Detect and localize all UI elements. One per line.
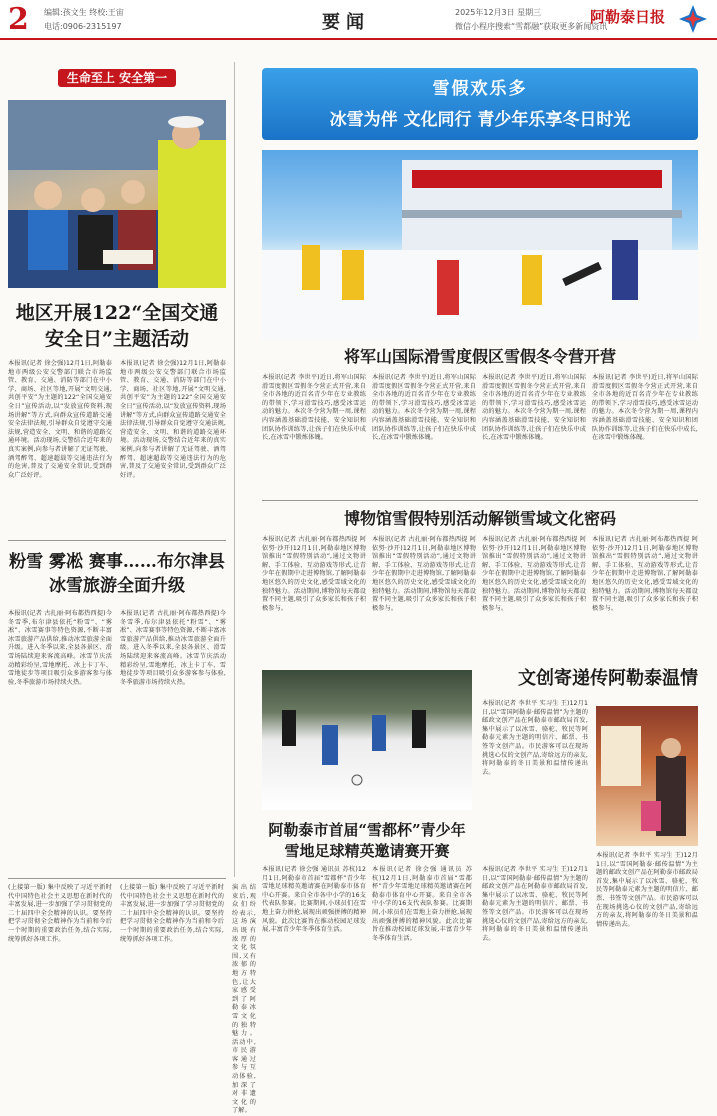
story1-body-col2: 本报讯(记者 徐会强)12月1日,阿勒泰地市两级公安交警部门联合市场监管、教育、交通、消防等部门在中小学、商场、社区等地,开展“文明交通,共创平安”为主题的122“全国交通安全日”宣传活动,以“发放宣传资料,现场讲解”等方式,向群众宣传道路交通安全法律法规,引导群众自觉遵守交通法规,营造安全、文明、和谐的道路交通环境。活动现场,交警结合近年来的真实案例,向参与者讲解了无证驾驶、酒驾醉驾、超速超载等交通违法行为的危害,普及了交通安全常识,受到群众广泛好评。	[120, 360, 226, 479]
masthead-logo-icon	[678, 4, 708, 34]
story5-headline: 文创寄递传阿勒泰温情	[518, 668, 698, 689]
bottom-col1-body: (上接第一版) 集中反映了习近平新时代中国特色社会主义思想在新时代的丰富发展,进一步加强了学习贯彻党的二十届四中全会精神的认识。要坚持把学习贯彻全会精神作为当前和今后一个时期的重要政治任务,结合实际,统筹抓好各项工作。	[8, 884, 112, 943]
photo1-caption: 将军山国际滑雪度假区雪假冬令营开营	[343, 347, 616, 366]
story2-headline: 粉雪 雾凇 赛事……布尔津县冰雪旅游全面升级	[9, 552, 225, 596]
story6-body-col2: 本报讯(记者 徐会强 通讯员 苏杭)12月1日,阿勒泰市首届“雪都杯”青少年雪地足球精英邀请赛在阿勒泰市体育中心开赛。来自全市各中小学的16支代表队参赛。比赛期间,小球员们在雪地上奋力拼抢,展现出顽强拼搏的精神风貌。此次比赛旨在推动校园足球发展,丰富青少年冬季体育生活。	[372, 866, 472, 942]
theme-banner	[262, 68, 698, 140]
story3-body-col3: 本报讯(记者 李世平)近日,将军山国际滑雪度假区雪假冬令营正式开营,来自全市各地的近百名青少年在专业教练的带领下,学习滑雪技巧,感受冰雪运动的魅力。本次冬令营为期一周,课程内容涵盖基础滑雪技能、安全知识和团队协作训练等,让孩子们在快乐中成长,在冰雪中锻炼体魄。	[482, 374, 586, 442]
bottom-divider	[8, 878, 226, 879]
story6-headline: 阿勒泰市首届“雪都杯”青少年雪地足球精英邀请赛开赛	[268, 821, 466, 860]
masthead: 阿勒泰日报	[590, 8, 666, 26]
bottom-col3-body: 演出结束后,观众们纷纷表示,这场演出既有浓厚的文化氛围,又有浓郁的地方特色,让大家感受到了阿勒泰冰雪文化的独特魅力。活动中,市民游客通过参与互动体验,加深了对非遗文化的了解。	[232, 884, 256, 1115]
story6-body-col1: 本报讯(记者 徐会强 通讯员 苏杭)12月1日,阿勒泰市首届“雪都杯”青少年雪地足球精英邀请赛在阿勒泰市体育中心开赛。来自全市各中小学的16支代表队参赛。比赛期间,小球员们在雪地上奋力拼抢,展现出顽强拼搏的精神风貌。此次比赛旨在推动校园足球发展,丰富青少年冬季体育生活。	[262, 866, 366, 934]
theme-banner-subtitle: 冰雪为伴 文化同行 青少年乐享冬日时光	[329, 110, 631, 130]
post-office-illustration	[596, 706, 698, 846]
phone-line: 电话:0906-2315197	[44, 22, 122, 31]
snow-football-photo	[262, 670, 472, 810]
page-number: 2	[8, 2, 29, 37]
right-divider-1	[262, 500, 698, 501]
post-office-photo	[596, 706, 698, 846]
story4-body-col2: 本报讯(记者 古扎丽·阿布都热西提 阿依努·沙开)12月1日,阿勒泰地区博物馆推出“雪假特别活动”,通过文物讲解、手工体验、互动游戏等形式,让青少年在假期中走进博物馆,了解阿勒泰地区悠久的历史文化,感受雪域文化的独特魅力。活动期间,博物馆每天都设置不同主题,吸引了众多家长和孩子积极参与。	[372, 536, 476, 612]
story5-body-col2: 本报讯(记者 李世平 实习生 王)12月1日,以“雪国阿勒泰·邮传温情”为主题的邮政文创产品在阿勒泰市邮政局首发,集中展示了以冰雪、骆驼、牧民等阿勒泰元素为主题的明信片、邮票、书签等文创产品。市民游客可以在现场挑选心仪的文创产品,寄给远方的亲友,将阿勒泰的冬日美景和温情传递出去。	[482, 866, 588, 942]
story5-body-col1: 本报讯(记者 李世平 实习生 王)12月1日,以“雪国阿勒泰·邮传温情”为主题的邮政文创产品在阿勒泰市邮政局首发,集中展示了以冰雪、骆驼、牧民等阿勒泰元素为主题的明信片、邮票、书签等文创产品。市民游客可以在现场挑选心仪的文创产品,寄给远方的亲友,将阿勒泰的冬日美景和温情传递出去。	[482, 700, 588, 776]
left-divider	[8, 540, 226, 541]
ski-camp-illustration	[262, 150, 698, 340]
ski-camp-photo	[262, 150, 698, 340]
bottom-col2-body: (上接第一版) 集中反映了习近平新时代中国特色社会主义思想在新时代的丰富发展,进一步加强了学习贯彻党的二十届四中全会精神的认识。要坚持把学习贯彻全会精神作为当前和今后一个时期的重要政治任务,结合实际,统筹抓好各项工作。	[120, 884, 224, 943]
section-title: 要闻	[322, 12, 370, 33]
story4-body-col4: 本报讯(记者 古扎丽·阿布都热西提 阿依努·沙开)12月1日,阿勒泰地区博物馆推出“雪假特别活动”,通过文物讲解、手工体验、互动游戏等形式,让青少年在假期中走进博物馆,了解阿勒泰地区悠久的历史文化,感受雪域文化的独特魅力。活动期间,博物馆每天都设置不同主题,吸引了众多家长和孩子积极参与。	[592, 536, 698, 612]
wechat-line: 微信小程序搜索“雪都融”获取更多新闻资讯	[455, 22, 608, 31]
story4-headline: 博物馆雪假特别活动解锁雪域文化密码	[343, 509, 616, 528]
story3-body-col2: 本报讯(记者 李世平)近日,将军山国际滑雪度假区雪假冬令营正式开营,来自全市各地的近百名青少年在专业教练的带领下,学习滑雪技巧,感受冰雪运动的魅力。本次冬令营为期一周,课程内容涵盖基础滑雪技能、安全知识和团队协作训练等,让孩子们在快乐中成长,在冰雪中锻炼体魄。	[372, 374, 476, 442]
snow-football-illustration	[262, 670, 472, 810]
column-rule	[234, 62, 235, 877]
story3-body-col4: 本报讯(记者 李世平)近日,将军山国际滑雪度假区雪假冬令营正式开营,来自全市各地的近百名青少年在专业教练的带领下,学习滑雪技巧,感受冰雪运动的魅力。本次冬令营为期一周,课程内容涵盖基础滑雪技能、安全知识和团队协作训练等,让孩子们在快乐中成长,在冰雪中锻炼体魄。	[592, 374, 698, 442]
story3-body-col1: 本报讯(记者 李世平)近日,将军山国际滑雪度假区雪假冬令营正式开营,来自全市各地的近百名青少年在专业教练的带领下,学习滑雪技巧,感受冰雪运动的魅力。本次冬令营为期一周,课程内容涵盖基础滑雪技能、安全知识和团队协作训练等,让孩子们在快乐中成长,在冰雪中锻炼体魄。	[262, 374, 366, 442]
safety-banner: 生命至上 安全第一	[58, 69, 176, 87]
date-line: 2025年12月3日 星期三	[455, 8, 542, 17]
traffic-police-photo	[8, 100, 226, 288]
story2-body-col2: 本报讯(记者 古扎丽·阿布都热西提)今冬雪季,布尔津县依托“粉雪”、“雾凇”、冰雪赛事等特色资源,不断丰富冰雪旅游产品供给,推动冰雪旅游全面升级。进入冬季以来,全县各景区、滑雪场陆续迎来客流高峰。冰雪节庆活动精彩纷呈,雪地摩托、冰上卡丁车、雪地徒步等项目吸引众多游客参与体验,冬季旅游市场持续火热。	[120, 610, 226, 686]
traffic-police-illustration	[8, 100, 226, 288]
theme-banner-title: 雪假欢乐多	[432, 79, 528, 99]
story1-body-col1: 本报讯(记者 徐会强)12月1日,阿勒泰地市两级公安交警部门联合市场监管、教育、交通、消防等部门在中小学、商场、社区等地,开展“文明交通,共创平安”为主题的122“全国交通安全日”宣传活动,以“发放宣传资料,现场讲解”等方式,向群众宣传道路交通安全法律法规,引导群众自觉遵守交通法规,营造安全、文明、和谐的道路交通环境。活动现场,交警结合近年来的真实案例,向参与者讲解了无证驾驶、酒驾醉驾、超速超载等交通违法行为的危害,普及了交通安全常识,受到群众广泛好评。	[8, 360, 112, 479]
story1-headline: 地区开展122“全国交通安全日”主题活动	[15, 302, 219, 350]
story4-body-col3: 本报讯(记者 古扎丽·阿布都热西提 阿依努·沙开)12月1日,阿勒泰地区博物馆推出“雪假特别活动”,通过文物讲解、手工体验、互动游戏等形式,让青少年在假期中走进博物馆,了解阿勒泰地区悠久的历史文化,感受雪域文化的独特魅力。活动期间,博物馆每天都设置不同主题,吸引了众多家长和孩子积极参与。	[482, 536, 586, 612]
story2-body-col1: 本报讯(记者 古扎丽·阿布都热西提)今冬雪季,布尔津县依托“粉雪”、“雾凇”、冰雪赛事等特色资源,不断丰富冰雪旅游产品供给,推动冰雪旅游全面升级。进入冬季以来,全县各景区、滑雪场陆续迎来客流高峰。冰雪节庆活动精彩纷呈,雪地摩托、冰上卡丁车、雪地徒步等项目吸引众多游客参与体验,冬季旅游市场持续火热。	[8, 610, 112, 686]
editor-line: 编辑:孩文生 终校:王宙	[44, 8, 124, 17]
story5-body-col3: 本报讯(记者 李世平 实习生 王)12月1日,以“雪国阿勒泰·邮传温情”为主题的邮政文创产品在阿勒泰市邮政局首发,集中展示了以冰雪、骆驼、牧民等阿勒泰元素为主题的明信片、邮票、书签等文创产品。市民游客可以在现场挑选心仪的文创产品,寄给远方的亲友,将阿勒泰的冬日美景和温情传递出去。	[596, 852, 698, 928]
story4-body-col1: 本报讯(记者 古扎丽·阿布都热西提 阿依努·沙开)12月1日,阿勒泰地区博物馆推出“雪假特别活动”,通过文物讲解、手工体验、互动游戏等形式,让青少年在假期中走进博物馆,了解阿勒泰地区悠久的历史文化,感受雪域文化的独特魅力。活动期间,博物馆每天都设置不同主题,吸引了众多家长和孩子积极参与。	[262, 536, 366, 612]
